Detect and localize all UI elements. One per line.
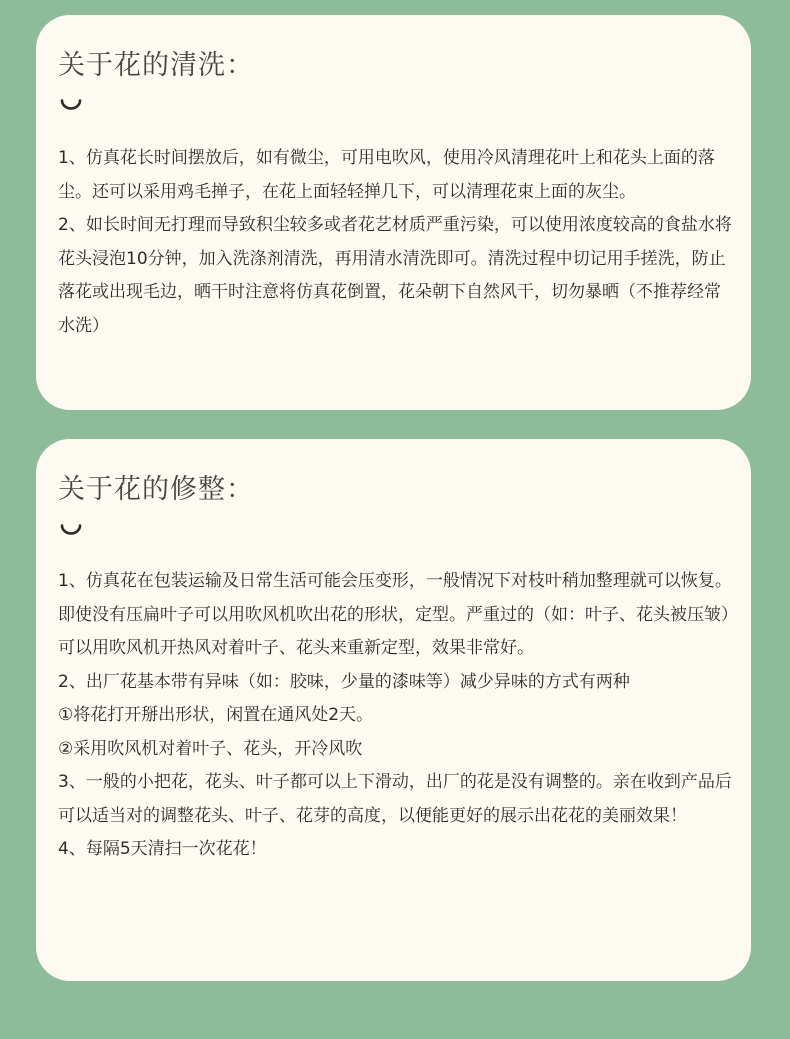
cleaning-body bbox=[58, 142, 733, 343]
trimming-paragraph-3: ①将花打开掰出形状，闲置在通风处2天。 bbox=[58, 705, 374, 725]
cleaning-card bbox=[36, 15, 751, 410]
trimming-paragraph-1: 1、仿真花在包装运输及日常生活可能会压变形，一般情况下对枝叶稍加整理就可以恢复。即使没有压扁叶子可以用吹风机吹出花的形状，定型。严重过的（如：叶子、花头被压皱）可以用吹风机开热风对着叶子、花头来重新定型，效果非常好。 bbox=[58, 571, 732, 658]
trimming-paragraph-5: 3、一般的小把花，花头、叶子都可以上下滑动，出厂的花是没有调整的。亲在收到产品后可以适当对的调整花头、叶子、花芽的高度，以便能更好的展示出花花的美丽效果！ bbox=[58, 772, 732, 826]
cleaning-paragraph-1: 1、仿真花长时间摆放后，如有微尘，可用电吹风，使用冷风清理花叶上和花头上面的落尘。还可以采用鸡毛掸子，在花上面轻轻掸几下，可以清理花束上面的灰尘。 bbox=[58, 148, 715, 202]
trimming-card bbox=[36, 439, 751, 981]
trimming-paragraph-2: 2、出厂花基本带有异味（如：胶味，少量的漆味等）减少异味的方式有两种 bbox=[58, 671, 630, 692]
trimming-title: 关于花的修整： bbox=[58, 474, 254, 505]
trimming-paragraph-4: ②采用吹风机对着叶子、花头，开冷风吹 bbox=[58, 738, 363, 759]
smile-arc-icon bbox=[60, 99, 82, 110]
smile-arc-icon bbox=[60, 524, 82, 535]
cleaning-title: 关于花的清洗： bbox=[58, 50, 254, 81]
cleaning-paragraph-2: 2、如长时间无打理而导致积尘较多或者花艺材质严重污染，可以使用浓度较高的食盐水将花头浸泡10分钟，加入洗涤剂清洗，再用清水清洗即可。清洗过程中切记用手搓洗，防止落花或出现毛边，晒干时注意将仿真花倒置，花朵朝下自然风干，切勿暴晒（不推荐经常水洗） bbox=[58, 215, 732, 336]
trimming-paragraph-6: 4、每隔5天清扫一次花花！ bbox=[58, 839, 267, 859]
trimming-body bbox=[58, 565, 733, 867]
